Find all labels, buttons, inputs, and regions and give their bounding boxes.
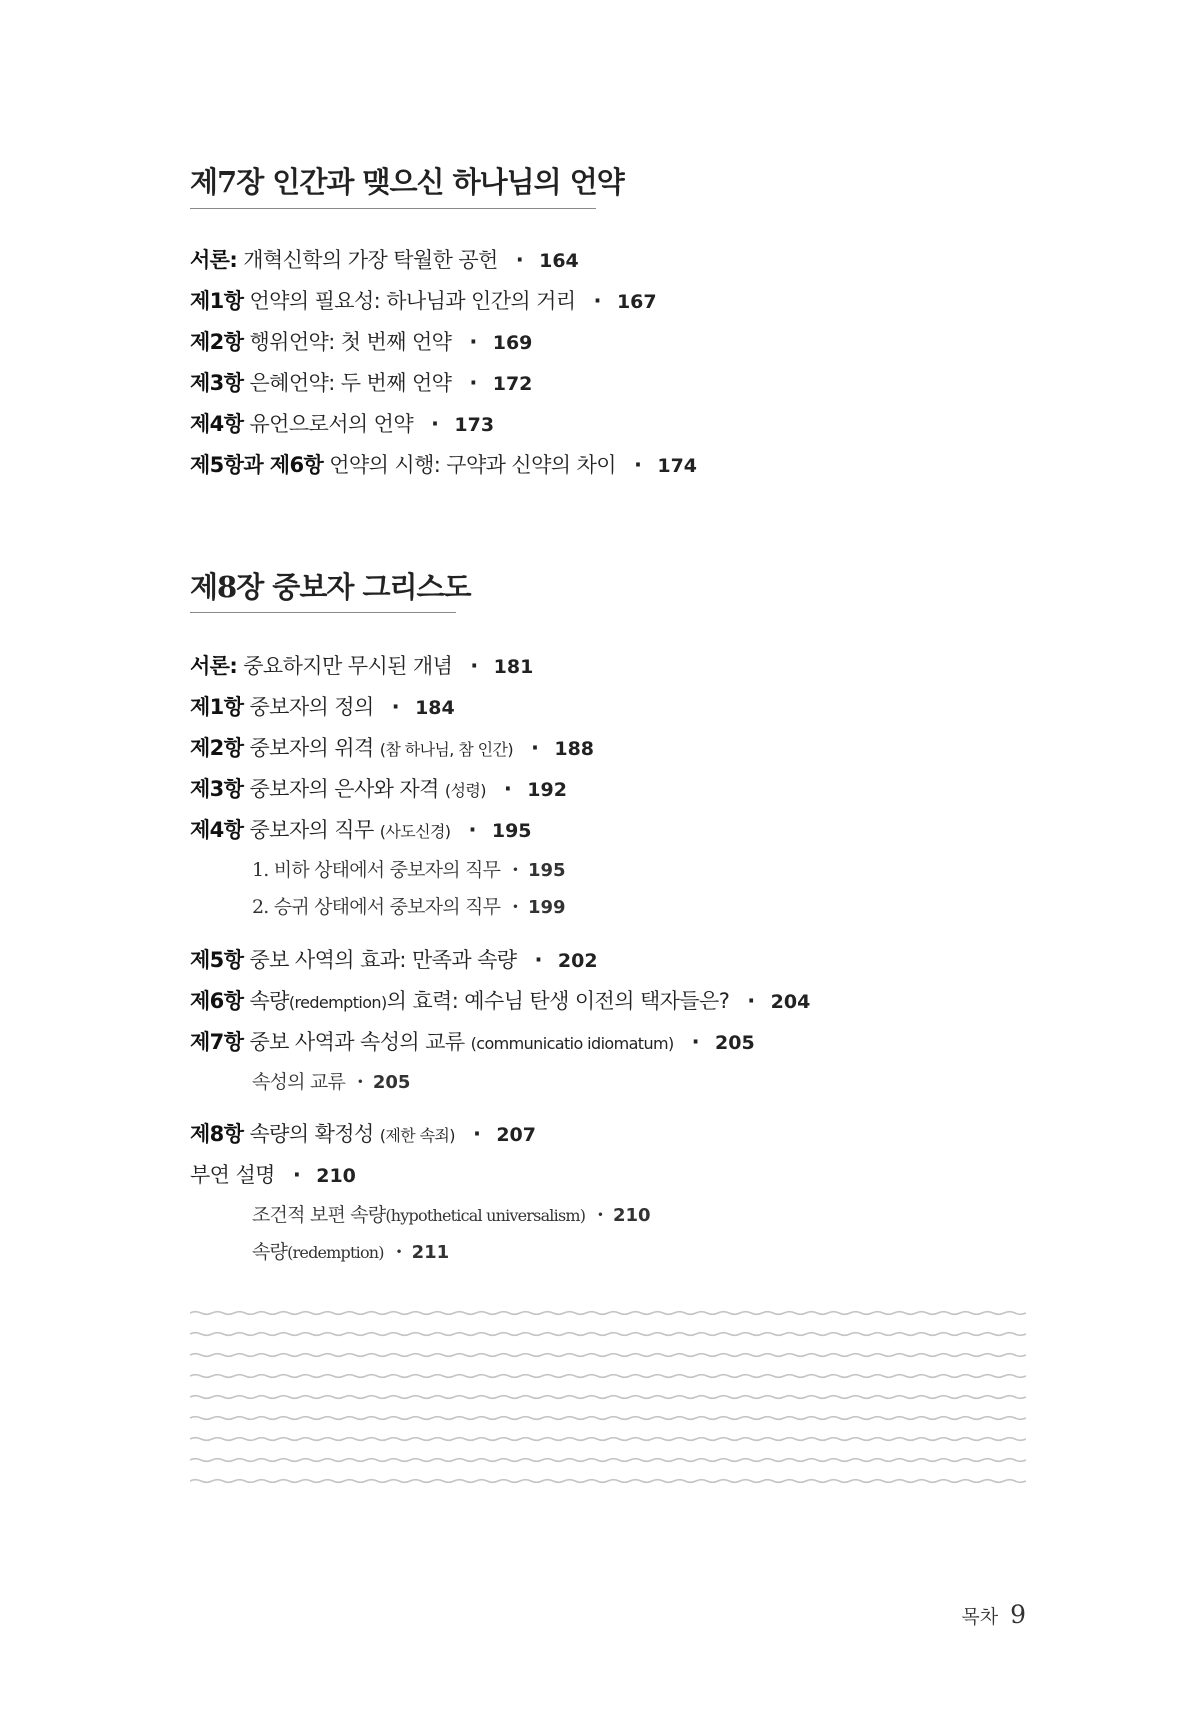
separator-dot: · — [470, 654, 478, 678]
wave-line — [190, 1480, 1026, 1483]
wave-line — [190, 1354, 1026, 1357]
page-number: 205 — [372, 1072, 411, 1093]
wave-line — [190, 1417, 1026, 1420]
page-footer — [961, 1600, 1026, 1629]
entry-text: 속량의 확정성 — [243, 1122, 380, 1146]
separator-dot: · — [468, 818, 476, 842]
entry-text: 속량 — [243, 989, 289, 1013]
entry-lead: 제5항 — [190, 948, 244, 972]
entry-paren: (제한 속죄) — [379, 1126, 455, 1145]
wave-line — [190, 1375, 1026, 1378]
entry-text: 중보 사역과 속성의 교류 — [243, 1030, 471, 1054]
page-number: 204 — [770, 991, 811, 1013]
toc-subentry-hypothetical-universalism[interactable] — [252, 1200, 651, 1227]
entry-text-continued: 의 효력: 예수님 탄생 이전의 택자들은? — [386, 989, 730, 1013]
separator-dot: · — [357, 1071, 363, 1093]
separator-dot: · — [534, 948, 542, 972]
wave-line — [190, 1333, 1026, 1336]
toc-entry-ch8-sec2[interactable] — [190, 732, 594, 762]
toc-entry-ch8-sec7[interactable] — [190, 1026, 755, 1056]
wave-line — [190, 1396, 1026, 1399]
entry-paren: (성령) — [444, 781, 486, 800]
toc-entry-ch7-sec2[interactable] — [190, 326, 532, 356]
separator-dot: · — [395, 1241, 402, 1263]
page-number: 211 — [411, 1242, 450, 1263]
toc-entry-ch7-sec5-6[interactable] — [190, 449, 697, 479]
entry-text: 중보 사역의 효과: 만족과 속량 — [243, 948, 517, 972]
separator-dot: · — [472, 1122, 481, 1146]
entry-text: 중요하지만 무시된 개념 — [237, 654, 453, 678]
page-number: 164 — [539, 250, 579, 272]
toc-entry-ch7-sec3[interactable] — [190, 367, 532, 397]
separator-dot: · — [515, 248, 524, 272]
entry-text: 은혜언약: 두 번째 언약 — [243, 371, 452, 395]
separator-dot: · — [747, 989, 755, 1013]
footer-section-label: 목차 — [961, 1606, 999, 1628]
toc-subentry-exaltation[interactable] — [252, 892, 566, 919]
page-number: 195 — [491, 820, 532, 842]
page-number: 202 — [557, 950, 598, 972]
page-number: 210 — [613, 1205, 651, 1226]
entry-lead: 제3항 — [190, 777, 244, 801]
separator-dot: · — [633, 453, 642, 477]
separator-dot: · — [503, 777, 512, 801]
page-number: 192 — [527, 779, 567, 801]
subentry-text: 조건적 보편 속량 — [252, 1204, 386, 1226]
entry-text: 행위언약: 첫 번째 언약 — [243, 330, 452, 354]
entry-lead: 제6항 — [190, 989, 244, 1013]
entry-lead: 제2항 — [190, 736, 244, 760]
chapter-8-title-underline — [190, 612, 456, 613]
subentry-text: 1. 비하 상태에서 중보자의 직무 — [252, 859, 501, 881]
toc-entry-ch8-sec4[interactable] — [190, 814, 532, 844]
decorative-wave-lines — [190, 1307, 1026, 1493]
page-number: 199 — [527, 897, 566, 918]
separator-dot: · — [691, 1030, 700, 1054]
entry-lead: 제1항 — [190, 695, 244, 719]
entry-lead: 제7항 — [190, 1030, 244, 1054]
entry-text: 부연 설명 — [190, 1163, 275, 1187]
subentry-text: 2. 승귀 상태에서 중보자의 직무 — [252, 896, 501, 918]
subentry-text: 속량 — [252, 1241, 288, 1263]
entry-text: 중보자의 직무 — [243, 818, 380, 842]
separator-dot: · — [597, 1204, 603, 1226]
separator-dot: · — [512, 896, 518, 918]
page-number: 172 — [492, 373, 533, 395]
entry-lead: 서론: — [190, 248, 238, 272]
entry-lead: 제5항과 제6항 — [190, 453, 324, 477]
page-number: 181 — [493, 656, 534, 678]
page-number: 207 — [496, 1124, 536, 1146]
toc-entry-ch8-sec3[interactable] — [190, 773, 567, 803]
page-number: 205 — [715, 1032, 755, 1054]
wave-line — [190, 1438, 1026, 1441]
wave-line — [190, 1459, 1026, 1462]
subentry-small: (hypothetical universalism) — [385, 1206, 586, 1225]
entry-text: 중보자의 은사와 자격 — [243, 777, 445, 801]
separator-dot: · — [512, 859, 518, 881]
toc-entry-ch8-sec6[interactable] — [190, 985, 810, 1015]
entry-lead: 제4항 — [190, 818, 244, 842]
entry-lead: 제2항 — [190, 330, 244, 354]
entry-text: 중보자의 정의 — [243, 695, 374, 719]
separator-dot: · — [391, 695, 400, 719]
toc-entry-ch8-intro[interactable] — [190, 650, 533, 680]
separator-dot: · — [530, 736, 539, 760]
toc-entry-appendix[interactable] — [190, 1159, 356, 1189]
page-number: 173 — [454, 414, 495, 436]
entry-lead: 제3항 — [190, 371, 244, 395]
page-number: 184 — [415, 697, 455, 719]
separator-dot: · — [431, 412, 439, 436]
toc-entry-ch8-sec1[interactable] — [190, 691, 455, 721]
entry-text: 중보자의 위격 — [243, 736, 380, 760]
entry-text: 언약의 필요성: 하나님과 인간의 거리 — [243, 289, 576, 313]
page-number: 195 — [527, 860, 566, 881]
chapter-7-title: 제7장 인간과 맺으신 하나님의 언약 — [190, 165, 624, 199]
toc-entry-ch7-intro[interactable] — [190, 244, 579, 274]
entry-paren: (communicatio idiomatum) — [470, 1034, 674, 1053]
toc-subentry-communication-of-attributes[interactable] — [252, 1067, 410, 1094]
separator-dot: · — [469, 371, 477, 395]
subentry-small: (redemption) — [287, 1243, 384, 1262]
entry-text: 개혁신학의 가장 탁월한 공헌 — [237, 248, 498, 272]
chapter-8-title: 제8장 중보자 그리스도 — [190, 570, 471, 604]
entry-lead: 서론: — [190, 654, 238, 678]
toc-entry-ch8-sec8[interactable] — [190, 1118, 536, 1148]
page-number: 174 — [657, 455, 698, 477]
wave-lines-svg — [190, 1307, 1026, 1493]
page-number: 188 — [554, 738, 595, 760]
chapter-7-title-underline — [190, 208, 596, 209]
entry-text: 유언으로서의 언약 — [243, 412, 414, 436]
entry-paren: (참 하나님, 참 인간) — [379, 740, 513, 759]
separator-dot: · — [469, 330, 477, 354]
entry-lead: 제8항 — [190, 1122, 244, 1146]
toc-entry-ch7-sec1[interactable] — [190, 285, 657, 315]
entry-lead: 제4항 — [190, 412, 244, 436]
entry-paren: (redemption) — [288, 993, 387, 1012]
toc-subentry-redemption[interactable] — [252, 1237, 449, 1264]
toc-entry-ch7-sec4[interactable] — [190, 408, 494, 438]
page-number: 210 — [316, 1165, 356, 1187]
separator-dot: · — [292, 1163, 301, 1187]
entry-paren: (사도신경) — [379, 822, 451, 841]
page-number: 167 — [616, 291, 657, 313]
toc-entry-ch8-sec5[interactable] — [190, 944, 598, 974]
subentry-text: 속성의 교류 — [252, 1071, 346, 1093]
page-number: 169 — [492, 332, 533, 354]
separator-dot: · — [593, 289, 601, 313]
toc-subentry-humiliation[interactable] — [252, 855, 566, 882]
footer-page-number: 9 — [1010, 1600, 1026, 1629]
entry-text: 언약의 시행: 구약과 신약의 차이 — [323, 453, 616, 477]
wave-line — [190, 1312, 1026, 1315]
entry-lead: 제1항 — [190, 289, 244, 313]
